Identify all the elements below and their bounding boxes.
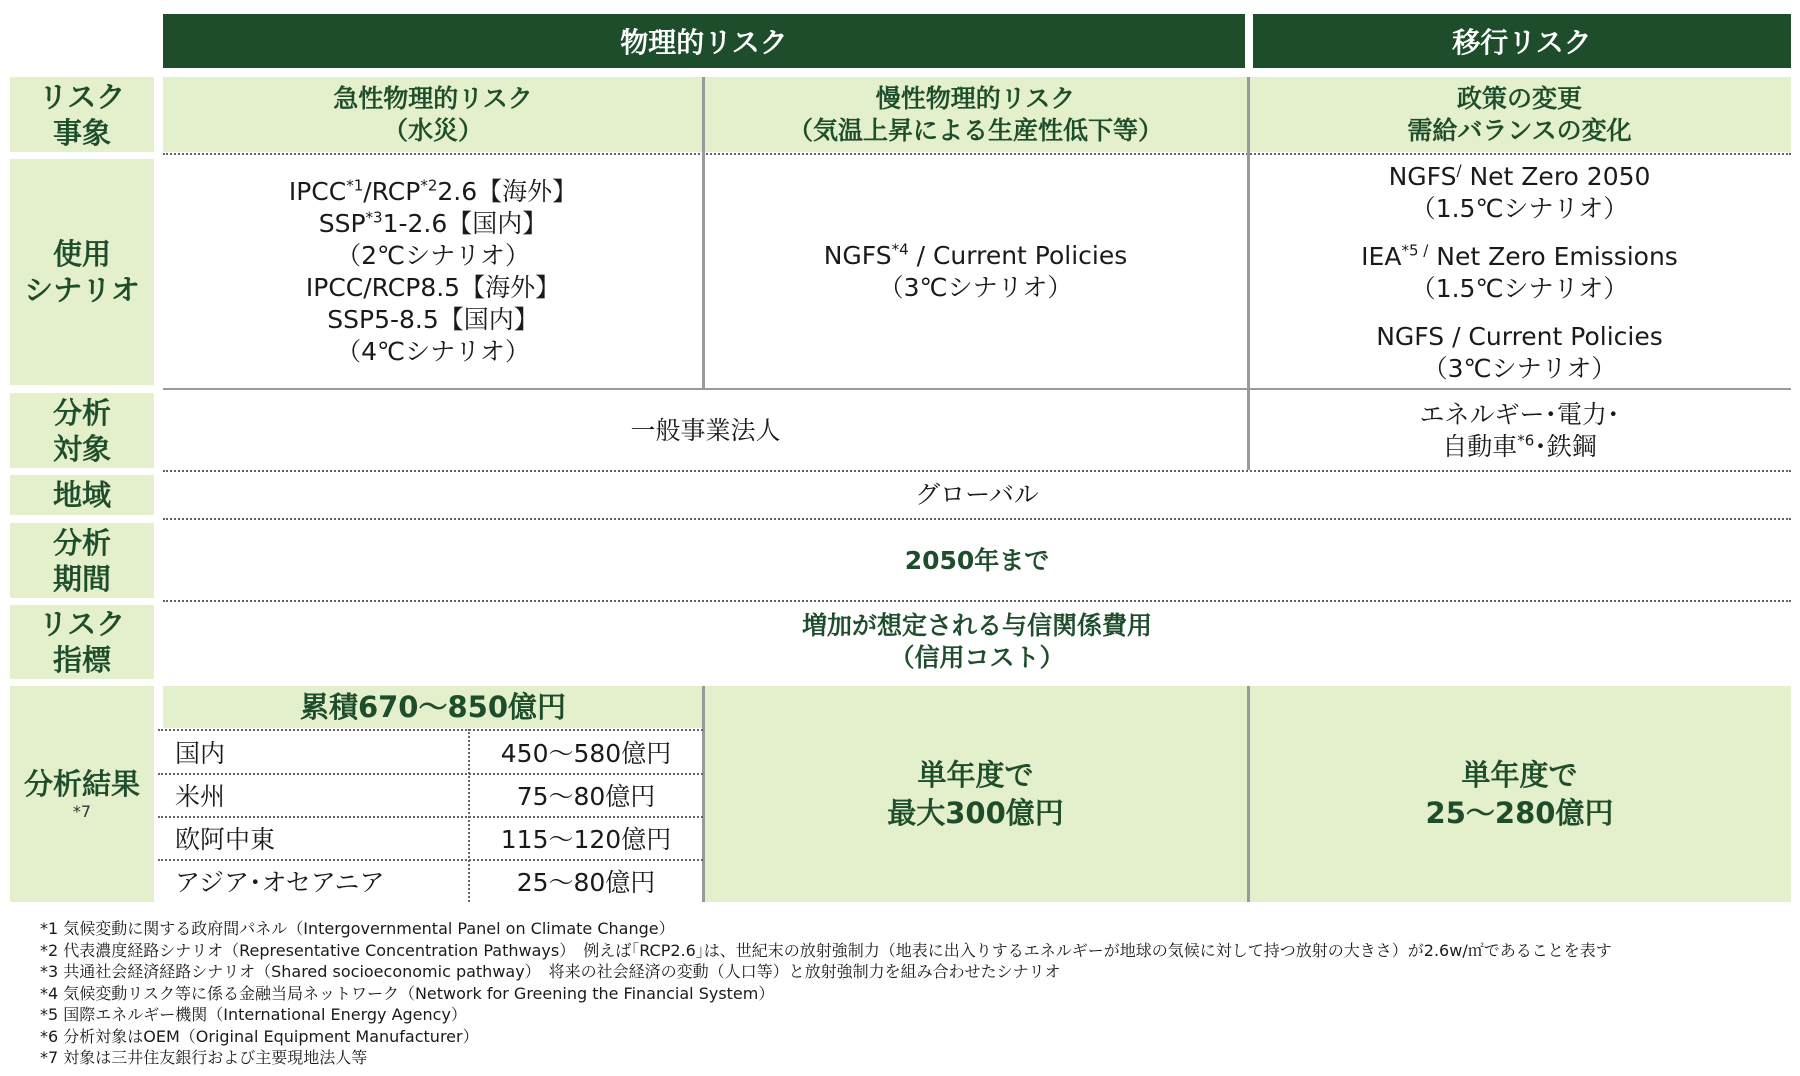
scenario-acute-line4: IPCC/RCP8.5【海外】 xyxy=(305,273,561,302)
label-target xyxy=(10,393,154,468)
label-risk-event-l2: 事象 xyxy=(52,115,111,150)
scenario-acute-line5: SSP5-8.5【国内】 xyxy=(327,305,539,334)
result-transition-l1: 単年度で xyxy=(1461,758,1578,792)
period-text: 2050年まで xyxy=(904,545,1050,575)
result-cumulative xyxy=(163,686,703,728)
target-transition xyxy=(1248,393,1791,468)
target-transition-l1: エネルギー･電力･ xyxy=(1419,399,1620,429)
region-cell xyxy=(163,475,1791,515)
scenario-acute xyxy=(163,159,703,385)
scenario-transition-b-l1: $IEA^{*5 /}$ Net Zero Emissions xyxy=(1361,241,1678,271)
result-chronic-l2: 最大300億円 xyxy=(887,796,1064,830)
footnote: *4 気候変動リスク等に係る金融当局ネットワーク（Network for Greening the Financial System） xyxy=(40,983,775,1003)
result-row-amount: 450～580億円 xyxy=(500,739,672,768)
label-region xyxy=(10,475,154,515)
result-transition-l2: 25～280億円 xyxy=(1425,796,1614,830)
divider xyxy=(163,518,1791,520)
result-row-region: 欧阿中東 xyxy=(175,825,276,854)
label-risk-event xyxy=(10,77,154,152)
footnote: *7 対象は三井住友銀行および主要現地法人等 xyxy=(40,1048,368,1067)
scenario-acute-line2: SSP$^{*3}$1-2.6【国内】 xyxy=(318,208,548,238)
header-physical-label: 物理的リスク xyxy=(620,26,788,59)
label-scenario-l1: 使用 xyxy=(52,237,111,271)
divider xyxy=(702,686,705,902)
footnote: *6 分析対象はOEM（Original Equipment Manufacturer） xyxy=(40,1026,479,1046)
scenario-transition-a-l1: NGFS/ Net Zero 2050 xyxy=(1388,161,1651,191)
scenario-chronic-line1: NGFS$^{*4}$ / Current Policies xyxy=(823,240,1128,270)
risk-event-transition-l2: 需給バランスの変化 xyxy=(1407,115,1632,145)
result-row-region: 国内 xyxy=(175,739,226,768)
scenario-chronic-line2: （3℃シナリオ） xyxy=(878,273,1073,302)
risk-event-acute-l2: （水災） xyxy=(382,115,483,145)
risk-event-transition xyxy=(1248,77,1791,152)
divider xyxy=(158,816,703,818)
label-period-l1: 分析 xyxy=(52,525,111,560)
result-row-region: 米州 xyxy=(175,782,226,811)
region-text: グローバル xyxy=(915,480,1039,509)
divider xyxy=(163,600,1791,602)
label-indicator xyxy=(10,605,154,679)
label-period-l2: 期間 xyxy=(52,561,111,596)
divider xyxy=(163,153,1791,155)
result-row-amount: 25～80億円 xyxy=(516,868,656,897)
footnote: *1 気候変動に関する政府間パネル（Intergovernmental Panel on Climate Change） xyxy=(40,919,675,938)
label-result xyxy=(10,686,154,902)
header-transition-risk xyxy=(1253,14,1791,68)
label-scenario-l2: シナリオ xyxy=(24,273,140,307)
result-cumulative-text: 累積670～850億円 xyxy=(299,690,567,724)
divider xyxy=(1247,77,1250,470)
scenario-transition-b-l2: （1.5℃シナリオ） xyxy=(1410,274,1629,303)
indicator-cell xyxy=(163,605,1791,679)
result-row-amount: 75～80億円 xyxy=(516,782,656,811)
scenario-transition xyxy=(1248,159,1791,385)
risk-event-chronic xyxy=(703,77,1248,152)
divider xyxy=(163,388,1791,390)
divider xyxy=(158,729,703,731)
scenario-transition-c-l1: NGFS / Current Policies xyxy=(1376,322,1663,351)
scenario-chronic xyxy=(703,159,1248,385)
result-chronic xyxy=(703,686,1248,902)
footnote: *2 代表濃度経路シナリオ（Representative Concentration Pathways） 例えば｢RCP2.6｣は、世紀末の放射強制力（地表に出入りするエネルギーが地球の気候に対して持つ放射の大きさ）が2.6w/㎡であることを表す xyxy=(40,940,1612,960)
label-result-note: *7 xyxy=(72,802,92,821)
indicator-l2: （信用コスト） xyxy=(889,643,1065,672)
target-physical xyxy=(163,393,1248,468)
divider xyxy=(468,729,470,902)
label-scenario xyxy=(10,159,154,385)
scenario-transition-c xyxy=(1376,321,1663,385)
risk-event-chronic-l1: 慢性物理的リスク xyxy=(875,83,1076,113)
result-transition xyxy=(1248,686,1791,902)
risk-event-acute-l1: 急性物理的リスク xyxy=(333,83,533,113)
result-chronic-l1: 単年度で xyxy=(917,758,1034,792)
indicator-l1: 増加が想定される与信関係費用 xyxy=(801,611,1152,640)
label-target-l1: 分析 xyxy=(52,395,111,430)
result-row-amount: 115～120億円 xyxy=(500,825,672,854)
period-cell xyxy=(163,523,1791,598)
risk-event-chronic-l2: （気温上昇による生産性低下等） xyxy=(787,115,1163,145)
header-transition-label: 移行リスク xyxy=(1452,26,1592,59)
scenario-acute-line3: （2℃シナリオ） xyxy=(336,241,530,270)
target-physical-text: 一般事業法人 xyxy=(630,415,781,445)
footnote: *5 国際エネルギー機関（International Energy Agency） xyxy=(40,1005,467,1024)
divider xyxy=(163,470,1791,472)
footnote: *3 共通社会経済経路シナリオ（Shared socioeconomic pathway） 将来の社会経済の変動（人口等）と放射強制力を組み合わせたシナリオ xyxy=(40,962,1061,981)
divider xyxy=(158,773,703,775)
scenario-transition-b xyxy=(1361,241,1678,305)
label-result-text: 分析結果 xyxy=(23,767,140,801)
label-region-text: 地域 xyxy=(52,478,111,512)
scenario-acute-line1: IPCC$^{*1}$/RCP$^{*2}$2.6【海外】 xyxy=(288,176,578,206)
result-row-region: アジア･オセアニア xyxy=(175,868,385,897)
scenario-acute-line6: （4℃シナリオ） xyxy=(336,337,530,366)
divider xyxy=(702,77,705,388)
footnotes xyxy=(40,918,1780,1069)
label-target-l2: 対象 xyxy=(52,431,111,466)
label-indicator-l1: リスク xyxy=(38,607,126,641)
scenario-transition-a xyxy=(1389,161,1651,225)
header-physical-risk xyxy=(163,14,1245,68)
risk-event-transition-l1: 政策の変更 xyxy=(1456,83,1582,113)
label-risk-event-l1: リスク xyxy=(38,79,126,114)
target-transition-l2: 自動車$^{*6}$･鉄鋼 xyxy=(1442,431,1597,461)
divider xyxy=(158,859,703,861)
scenario-transition-a-l2: （1.5℃シナリオ） xyxy=(1410,194,1629,223)
risk-event-acute xyxy=(163,77,703,152)
label-period xyxy=(10,523,154,598)
divider xyxy=(1247,686,1250,902)
scenario-transition-c-l2: （3℃シナリオ） xyxy=(1422,354,1617,383)
label-indicator-l2: 指標 xyxy=(52,643,111,677)
